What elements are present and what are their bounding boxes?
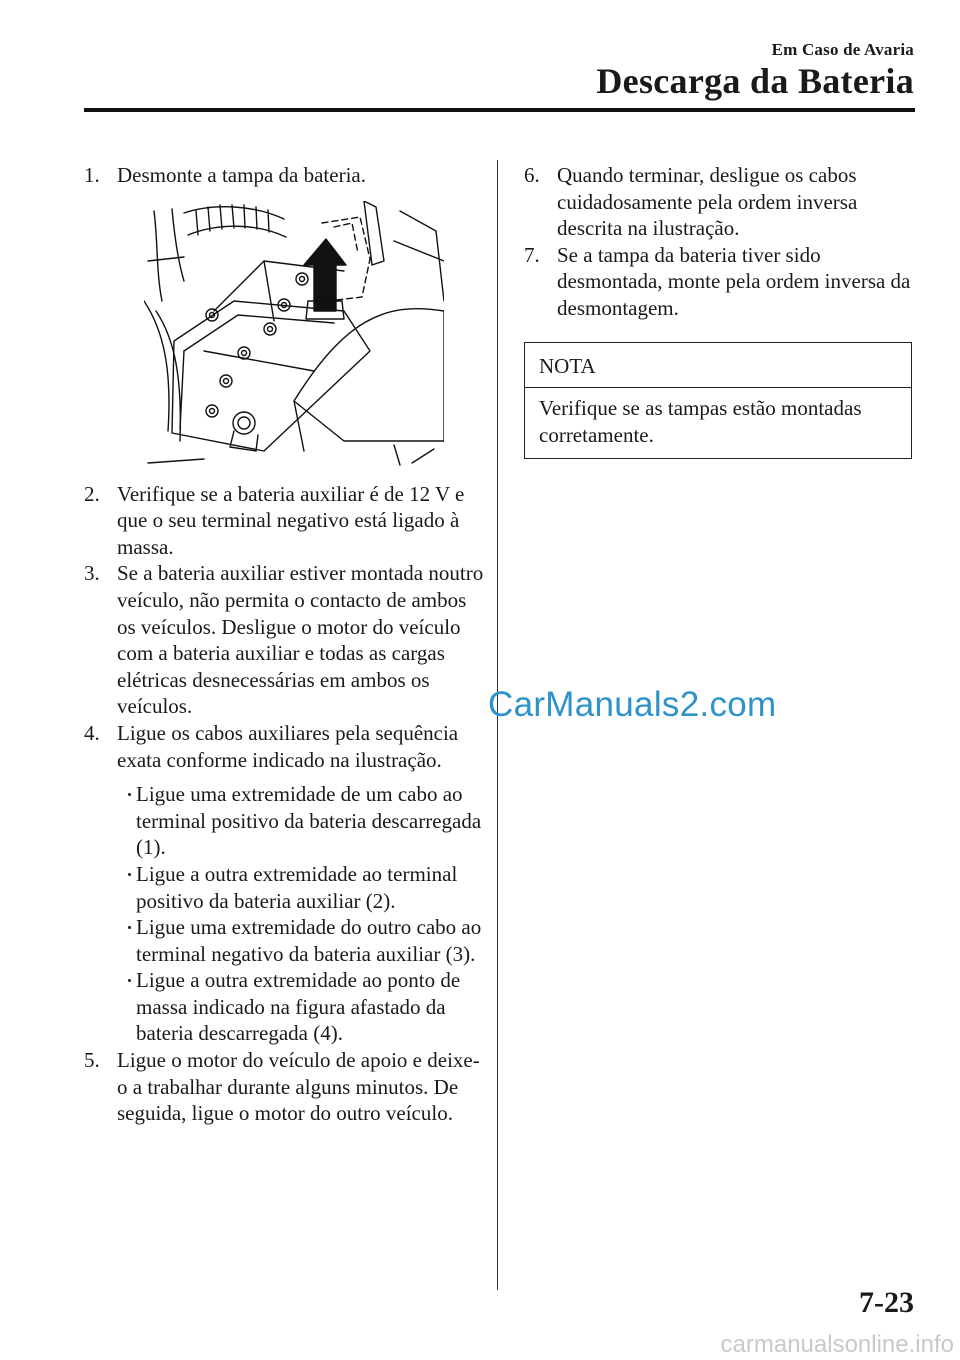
step-7 xyxy=(524,242,916,322)
step-text: Ligue os cabos auxiliares pela sequência exata conforme indicado na ilustração. xyxy=(117,720,459,772)
step-number: 2. xyxy=(84,481,100,506)
page-title: Descarga da Bateria xyxy=(596,61,914,101)
step-number: 7. xyxy=(524,242,540,267)
step-text: Verifique se a bateria auxiliar é de 12 V e que o seu terminal negativo está ligado à massa. xyxy=(117,481,465,559)
step-5 xyxy=(84,1047,484,1127)
step-number: 4. xyxy=(84,720,100,745)
connection-bullets xyxy=(84,781,484,1047)
step-text: Ligue o motor do veículo de apoio e deixe-o a trabalhar durante alguns minutos. De seguida, ligue o motor do outro veículo. xyxy=(117,1048,480,1126)
note-box xyxy=(524,342,912,460)
list-item xyxy=(84,967,484,1047)
bullet-dot-icon xyxy=(128,926,131,929)
watermark: CarManuals2.com xyxy=(488,685,777,724)
bullet-dot-icon xyxy=(128,979,131,982)
bullet-text: Ligue a outra extremidade ao ponto de massa indicado na figura afastado da bateria descarregada (4). xyxy=(136,968,461,1046)
page-number: 7-23 xyxy=(859,1286,914,1319)
step-2 xyxy=(84,481,484,561)
step-number: 3. xyxy=(84,561,100,586)
column-divider xyxy=(497,160,498,1290)
step-text: Desmonte a tampa da bateria. xyxy=(117,163,366,187)
step-4 xyxy=(84,720,484,773)
note-body: Verifique se as tampas estão montadas corretamente. xyxy=(539,396,862,448)
step-3 xyxy=(84,560,484,720)
step-number: 1. xyxy=(84,163,100,187)
section-title: Em Caso de Avaria xyxy=(771,40,914,59)
note-heading: NOTA xyxy=(525,343,911,389)
list-item xyxy=(84,861,484,914)
bullet-dot-icon xyxy=(128,873,131,876)
step-1 xyxy=(84,162,484,189)
header-rule xyxy=(84,108,915,112)
step-6 xyxy=(524,162,916,242)
step-text: Quando terminar, desligue os cabos cuidadosamente pela ordem inversa descrita na ilustração. xyxy=(557,163,858,241)
bullet-text: Ligue uma extremidade do outro cabo ao terminal negativo da bateria auxiliar (3). xyxy=(136,915,482,966)
step-text: Se a bateria auxiliar estiver montada noutro veículo, não permita o contacto de ambos os veículos. Desligue o motor do veículo com a bateria auxiliar e todas as cargas elétricas desnecessárias em ambos os veículos. xyxy=(117,561,484,719)
battery-cover-removal-illustration xyxy=(144,201,444,471)
step-text: Se a tampa da bateria tiver sido desmontada, monte pela ordem inversa da desmontagem. xyxy=(557,242,911,320)
step-number: 5. xyxy=(84,1048,100,1073)
bullet-dot-icon xyxy=(128,793,131,796)
list-item xyxy=(84,781,484,861)
right-column xyxy=(524,162,916,459)
step-number: 6. xyxy=(524,163,540,187)
list-item xyxy=(84,914,484,967)
footer-watermark: carmanualsonline.info xyxy=(720,1331,954,1358)
bullet-text: Ligue a outra extremidade ao terminal positivo da bateria auxiliar (2). xyxy=(136,861,458,913)
left-column xyxy=(84,162,484,1127)
bullet-text: Ligue uma extremidade de um cabo ao terminal positivo da bateria descarregada (1). xyxy=(136,782,482,860)
